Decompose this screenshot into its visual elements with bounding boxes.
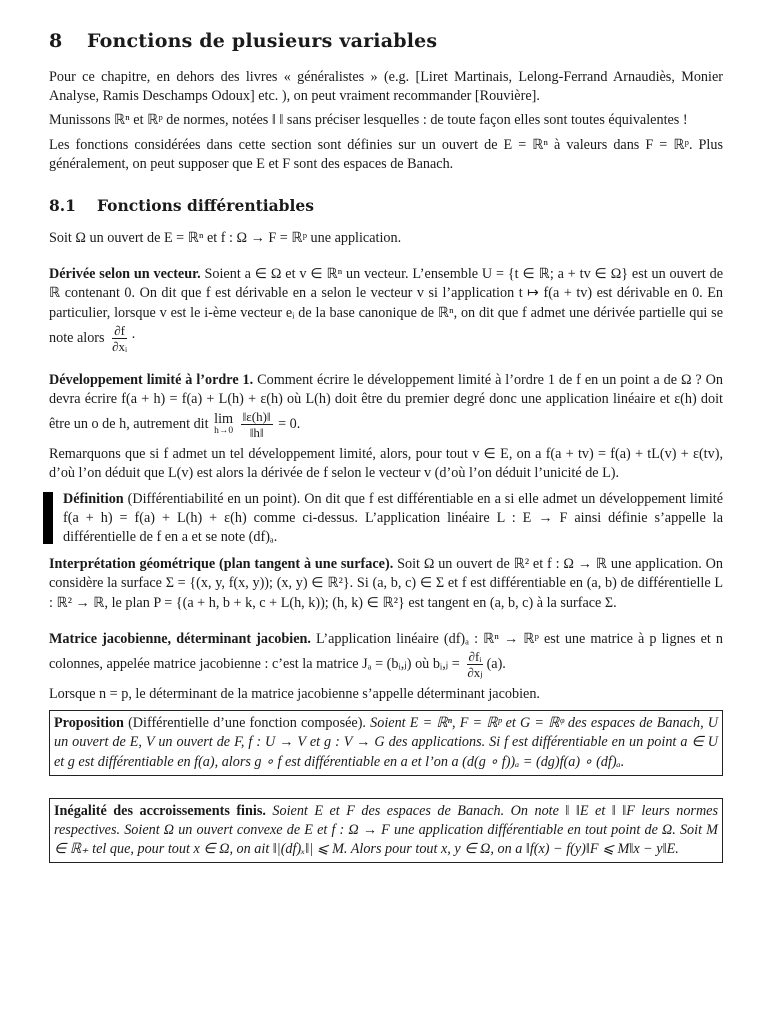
jacobian-entry-fraction [465,649,484,680]
lim-subscript: h→0 [214,425,234,436]
partial-derivative-fraction [110,323,129,354]
frac-numerator: ‖ε(h)‖ [242,409,271,425]
proposition-text: Soient E = ℝⁿ, F = ℝᵖ et G = ℝᵠ des espaces de Banach, U un ouvert de E, V un ouvert de F, f : U → V et g : V → G des applications. Si f est différentiable en un point a ∈ U et g est différentiable en f(a), alors g ∘ f est différentiable en a et l’on a (d(g ∘ f))ₐ = (dg)f(a) ∘ (df)ₐ. [54,715,719,770]
section-heading [49,30,723,52]
frac-numerator: ∂f [114,322,126,338]
norm-ratio-fraction [241,409,273,440]
subsection-number: 8.1 [49,196,76,216]
intro-paragraph-2: Munissons ℝⁿ et ℝᵖ de normes, notées ‖ ‖ sans préciser lesquelles : de toute façon elles sont toutes équivalentes ! [49,112,688,129]
dl-paragraph [49,371,723,440]
proposition-paren: (Différentielle d’une fonction composée). [128,715,366,732]
setup-paragraph: Soit Ω un ouvert de E = ℝⁿ et f : Ω → F = ℝᵖ une application. [49,230,402,247]
definition-title: Définition [63,490,124,507]
jacobienne-title: Matrice jacobienne, déterminant jacobien. [49,630,311,647]
definition-paren: (Différentiabilité en un point). [127,490,301,507]
frac-denominator: ∂xⱼ [467,665,483,681]
dl-end: = 0. [278,416,301,432]
frac-denominator: ‖h‖ [249,425,264,441]
definition-block [49,490,723,548]
jacobienne-paragraph-2: Lorsque n = p, le déterminant de la matrice jacobienne s’appelle déterminant jacobien. [49,686,540,703]
derivee-text: Soient a ∈ Ω et v ∈ ℝⁿ un vecteur. L’ensemble U = {t ∈ ℝ; a + tv ∈ Ω} est un ouvert de ℝ contenant 0. On dit que f est dérivable en a selon le vecteur v si l’application t ↦ f(a + tv) est dérivable en 0. En particulier, lorsque v est le i-ème vecteur eᵢ de la base canonique de ℝⁿ, on dit que f admet une dérivée partielle qui se note alors [49,266,723,346]
intro-paragraph-3: Les fonctions considérées dans cette section sont définies sur un ouvert de E = ℝⁿ à valeurs dans F = ℝᵖ. Plus généralement, on peut supposer que E et F sont des espaces de Banach. [49,136,723,172]
remarque-paragraph: Remarquons que si f admet un tel développement limité, alors, pour tout v ∈ E, on a f(a + tv) = f(a) + tL(v) + ε(tv), d’où l’on déduit que L(v) est alors la dérivée de f selon le vecteur v (d’où l’on déduit l’unicité de L). [49,446,723,482]
jacobienne-end: (a). [486,655,506,672]
derivee-title: Dérivée selon un vecteur. [49,266,201,283]
interpretation-title: Interprétation géométrique (plan tangent à une surface). [49,556,394,573]
frac-denominator: ∂xᵢ [112,338,128,354]
definition-text: On dit que f est différentiable en a si elle admet un développement limité f(a + h) = f(a) + L(h) + ε(h) comme ci-dessus. L’application linéaire L : E → F ainsi définie s’appelle la différentielle de f en a et se note (df)ₐ. [63,490,724,546]
section-title: Fonctions de plusieurs variables [87,30,438,52]
subsection-heading [49,196,723,215]
lim-word: lim [214,410,234,427]
frac-numerator: ∂fᵢ [468,649,482,665]
subsection-title: Fonctions différentiables [97,196,314,216]
jacobienne-paragraph [49,630,723,680]
document-page [49,30,723,871]
dl-title: Développement limité à l’ordre 1. [49,371,254,388]
derivee-end: · [131,329,136,346]
interpretation-paragraph [49,555,723,613]
dl-text: Comment écrire le développement limité à l’ordre 1 de f en un point a de Ω ? On devra écrire f(a + h) = f(a) + L(h) + ε(h) où L(h) doit être du premier degré donc une application linéaire et ε(h) doit être un o de h, autrement dit [49,371,723,432]
derivee-paragraph [49,265,723,354]
proposition-box [49,710,723,776]
interpretation-text: Soit Ω un ouvert de ℝ² et f : Ω → ℝ une application. On considère la surface Σ = {(x, y, f(x, y)); (x, y) ∈ ℝ²}. Si (a, b, c) ∈ Σ et f est différentiable en (a, b) de différentielle L : ℝ² → ℝ, le plan P = {(a + h, b + k, c + L(h, k)); (h, k) ∈ ℝ²} est tangent en (a, b, c) à la surface Σ. [49,556,723,611]
inegalite-box [49,798,723,864]
section-number: 8 [49,30,63,52]
intro-paragraph-1: Pour ce chapitre, en dehors des livres « généralistes » (e.g. [Liret Martinais, Lelong-Ferrand Arnaudiès, Monier Analyse, Ramis Deschamps Odoux] etc. ), on peut vraiment recommander [Rouvière]. [49,69,723,105]
limit-operator [214,410,234,437]
definition-marker-bar [43,492,53,544]
jacobienne-text: L’application linéaire (df)ₐ : ℝⁿ → ℝᵖ est une matrice à p lignes et n colonnes, appelée matrice jacobienne : c’est la matrice Jₐ = (bᵢ,ⱼ) où bᵢ,ⱼ = [49,630,723,672]
inegalite-text: Soient E et F des espaces de Banach. On note ‖ ‖E et ‖ ‖F leurs normes respectives. Soient Ω un ouvert convexe de E et f : Ω → F une application différentiable en tout point de Ω. Soit M ∈ ℝ₊ tel que, pour tout x ∈ Ω, on ait ‖|(df)ₓ‖| ⩽ M. Alors pour tout x, y ∈ Ω, on a ‖f(x) − f(y)‖F ⩽ M‖x − y‖E. [54,802,719,858]
inegalite-title: Inégalité des accroissements finis. [54,802,266,819]
proposition-title: Proposition [54,715,124,732]
